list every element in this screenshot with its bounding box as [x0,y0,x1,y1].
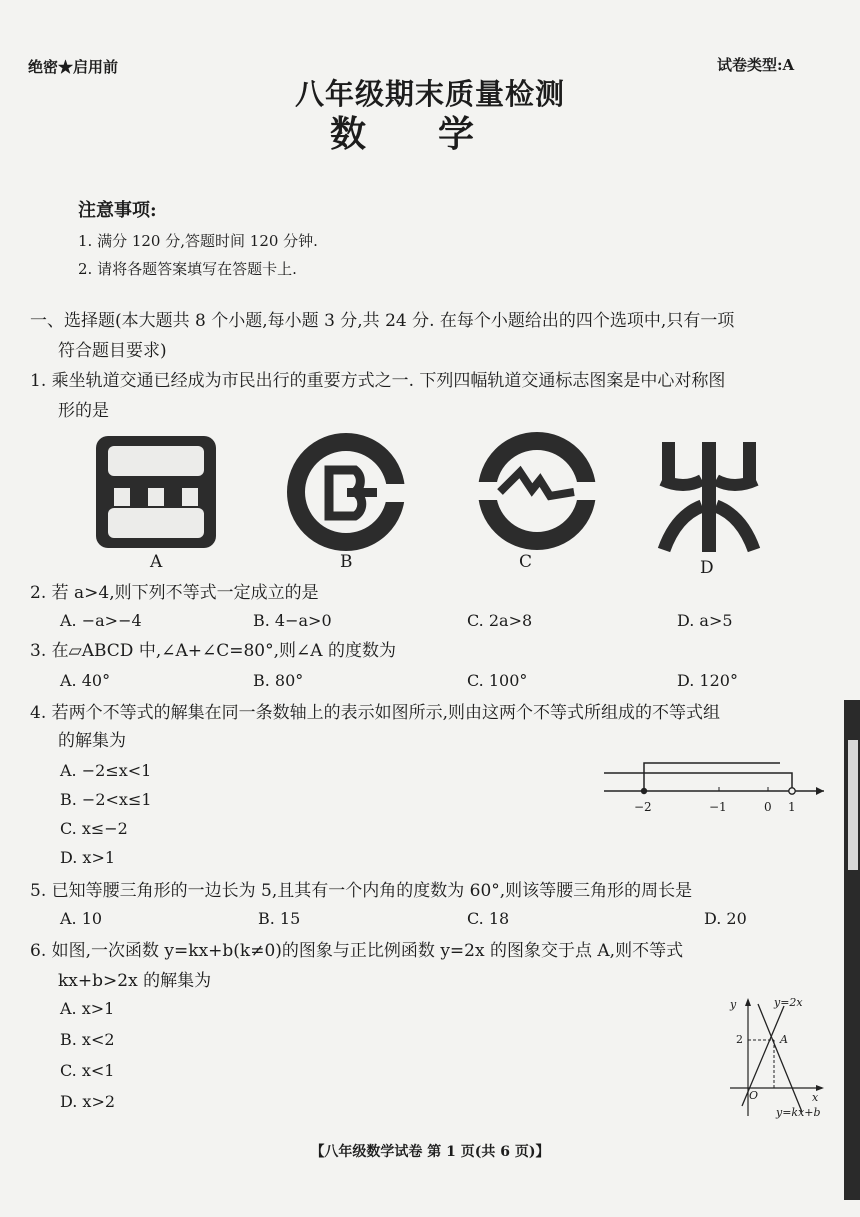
q5-option-c: C. 18 [467,909,510,928]
q3-stem: 3. 在▱ABCD 中,∠A+∠C=80°,则∠A 的度数为 [30,641,396,661]
q4-stem-cont: 的解集为 [58,731,126,751]
logo-label-c: C [519,552,533,572]
subject-title: 数学 [330,113,547,155]
open-point [789,788,795,794]
tick-0: 0 [764,800,772,814]
q2-option-c: C. 2a>8 [467,611,533,630]
section-title-cont: 符合题目要求) [58,341,167,361]
graph-line2-label: y=kx+b [776,1106,821,1119]
notice-item-1: 1. 满分 120 分,答题时间 120 分钟. [78,232,318,250]
logo-label-a: A [150,552,163,572]
q1-stem-cont: 形的是 [58,401,109,421]
closed-point [641,788,647,794]
logo-b [283,432,409,552]
exam-title: 八年级期末质量检测 [294,77,565,111]
scan-edge-highlight [848,740,858,870]
graph-y-label: y [730,998,737,1011]
q5-option-b: B. 15 [258,909,301,928]
logo-label-d: D [700,558,714,578]
logo-label-b: B [340,552,353,572]
q6-option-c: C. x<1 [60,1061,115,1080]
q4-option-c: C. x≤−2 [60,819,128,838]
notice-item-2: 2. 请将各题答案填写在答题卡上. [78,260,297,278]
page-footer: 【八年级数学试卷 第 1 页(共 6 页)】 [310,1144,550,1160]
tick-1: 1 [788,800,796,814]
q6-option-d: D. x>2 [60,1092,116,1111]
q6-stem-cont: kx+b>2x 的解集为 [58,971,212,991]
q3-option-c: C. 100° [467,671,528,690]
q3-option-b: B. 80° [253,671,304,690]
q4-option-d: D. x>1 [60,848,116,867]
graph-tick-2: 2 [736,1033,743,1046]
section-title: 一、选择题(本大题共 8 个小题,每小题 3 分,共 24 分. 在每个小题给出的四个选项中,只有一项 [30,311,735,331]
q3-option-a: A. 40° [60,671,111,690]
q2-option-a: A. −a>−4 [60,611,142,630]
q2-option-d: D. a>5 [677,611,733,630]
confidential-mark: 绝密★启用前 [28,58,119,76]
graph-point-a: A [780,1033,788,1046]
q4-stem: 4. 若两个不等式的解集在同一条数轴上的表示如图所示,则由这两个不等式所组成的不等式组 [30,703,721,723]
solution-ray-2 [604,773,792,791]
q6-option-a: A. x>1 [60,999,115,1018]
graph-x-label: x [812,1091,819,1104]
tick-neg2: −2 [634,800,652,814]
solution-ray-1 [644,763,780,791]
tick-neg1: −1 [709,800,727,814]
graph-origin: O [749,1089,759,1102]
q3-option-d: D. 120° [677,671,738,690]
q2-stem: 2. 若 a>4,则下列不等式一定成立的是 [30,583,319,603]
notice-heading: 注意事项: [78,200,157,221]
q6-option-b: B. x<2 [60,1030,115,1049]
q5-stem: 5. 已知等腰三角形的一边长为 5,且其有一个内角的度数为 60°,则该等腰三角形的周长是 [30,881,693,901]
q1-stem: 1. 乘坐轨道交通已经成为市民出行的重要方式之一. 下列四幅轨道交通标志图案是中心对称图 [30,371,726,391]
line-y-kx-b [758,1004,802,1112]
paper-type: 试卷类型:A [717,56,795,74]
logo-c [474,430,600,552]
q4-option-a: A. −2≤x<1 [60,761,152,780]
q4-option-b: B. −2<x≤1 [60,790,152,809]
logo-d [654,436,764,558]
logo-a [92,432,220,552]
q5-option-d: D. 20 [704,909,747,928]
q5-option-a: A. 10 [60,909,103,928]
q2-option-b: B. 4−a>0 [253,611,332,630]
graph-line1-label: y=2x [774,996,803,1009]
q6-stem: 6. 如图,一次函数 y=kx+b(k≠0)的图象与正比例函数 y=2x 的图象交于点 A,则不等式 [30,941,684,961]
